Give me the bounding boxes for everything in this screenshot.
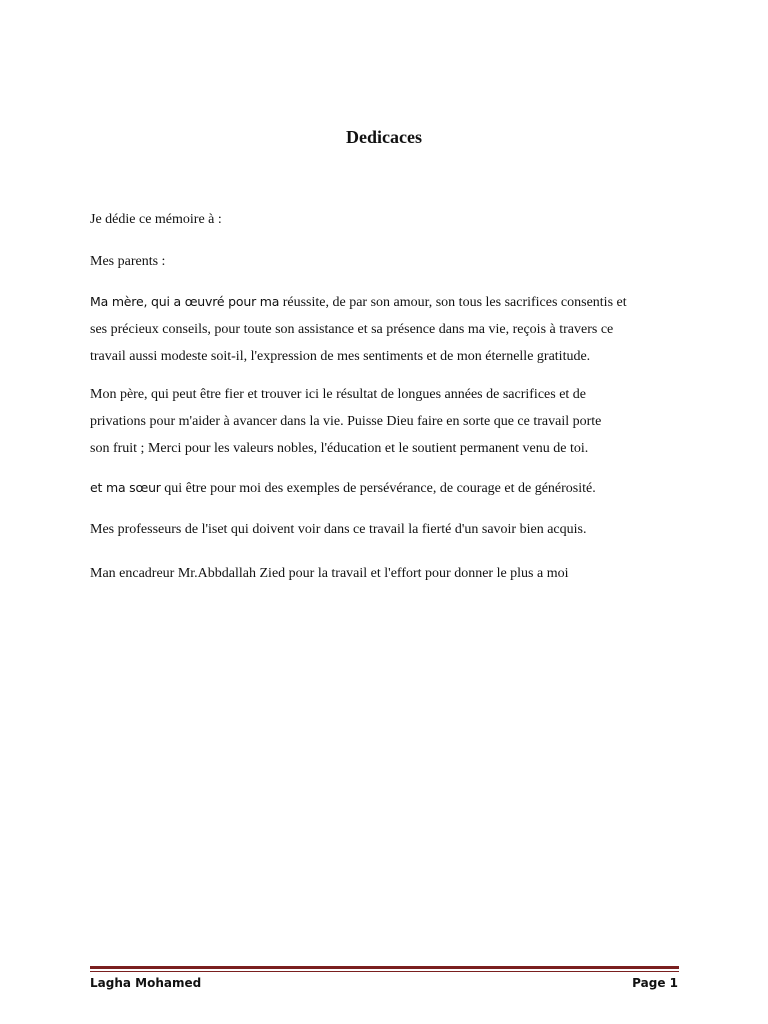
sister-lead: et ma sœur — [90, 480, 161, 495]
father-line-2: privations pour m'aider à avancer dans la vie. Puisse Dieu faire en sorte que ce travail porte — [90, 414, 602, 429]
mother-paragraph — [90, 288, 690, 370]
professors-line: Mes professeurs de l'iset qui doivent voir dans ce travail la fierté d'un savoir bien acquis. — [90, 522, 587, 537]
sister-paragraph — [90, 474, 690, 502]
footer-author: Lagha Mohamed — [90, 976, 202, 990]
sister-rest: qui être pour moi des exemples de persévérance, de courage et de générosité. — [160, 481, 596, 496]
footer-divider-thin — [90, 971, 679, 972]
intro-paragraph — [90, 206, 690, 233]
footer-page-number: Page 1 — [632, 976, 678, 990]
mother-line-1-rest: réussite, de par son amour, son tous les sacrifices consentis et — [279, 295, 627, 310]
parents-paragraph — [90, 248, 690, 275]
father-line-1: Mon père, qui peut être fier et trouver ici le résultat de longues années de sacrifices et de — [90, 387, 587, 402]
mother-lead: Ma mère, qui a œuvré pour ma — [90, 294, 280, 309]
professors-paragraph — [90, 516, 690, 543]
parents-label: Mes parents : — [90, 254, 166, 269]
mother-line-1 — [90, 288, 690, 316]
footer-divider — [90, 966, 679, 973]
footer-divider-thick — [90, 966, 679, 969]
supervisor-paragraph — [90, 560, 690, 587]
sister-line — [90, 474, 690, 502]
mother-line-2: ses précieux conseils, pour toute son assistance et sa présence dans ma vie, reçois à travers ce — [90, 322, 614, 337]
father-line-3: son fruit ; Merci pour les valeurs nobles, l'éducation et le soutient permanent venu de toi. — [90, 441, 589, 456]
intro-text: Je dédie ce mémoire à : — [90, 212, 222, 227]
supervisor-line: Man encadreur Mr.Abbdallah Zied pour la travail et l'effort pour donner le plus a moi — [90, 566, 569, 581]
page-title: Dedicaces — [346, 127, 422, 147]
mother-line-3: travail aussi modeste soit-il, l'expression de mes sentiments et de mon éternelle gratitude. — [90, 349, 591, 364]
father-paragraph — [90, 381, 690, 462]
